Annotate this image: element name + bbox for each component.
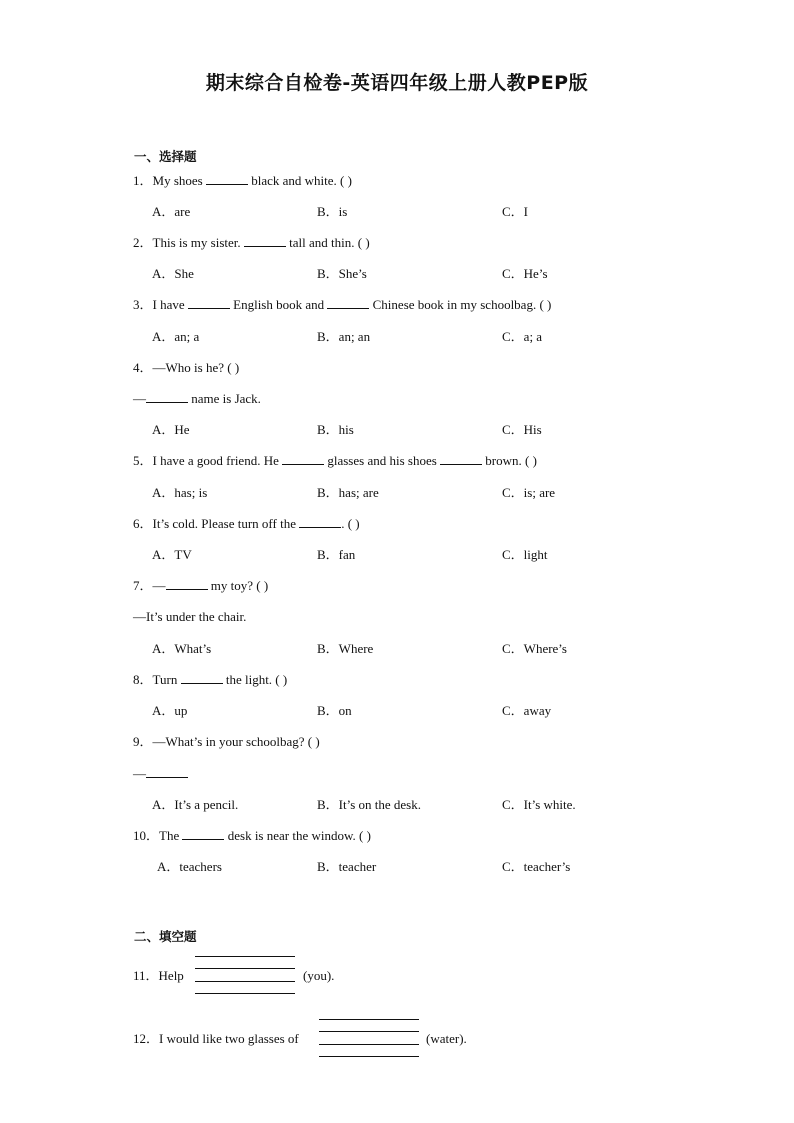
q5-option-b[interactable]: B．has; are — [317, 485, 379, 500]
q1-option-c[interactable]: C．I — [502, 204, 529, 219]
q10-option-c[interactable]: C．teacher’s — [502, 859, 571, 874]
q9-option-a[interactable]: A．It’s a pencil. — [152, 797, 239, 812]
q8-option-c[interactable]: C．away — [502, 703, 552, 718]
q11-hint: (you). — [303, 968, 335, 983]
question-7: 7．— my toy? ( ) — [133, 578, 269, 593]
q1-option-a[interactable]: A．are — [152, 204, 191, 219]
q12-answer-line-2[interactable] — [319, 1031, 419, 1032]
q2-option-a[interactable]: A．She — [152, 266, 194, 281]
q4-option-c[interactable]: C．His — [502, 422, 542, 437]
question-5: 5．I have a good friend. He glasses and his shoes brown. ( ) — [133, 453, 537, 468]
question-4: 4．—Who is he? ( ) — [133, 360, 240, 375]
section-heading-choice: 一、选择题 — [134, 149, 197, 164]
q12-answer-line-1[interactable] — [319, 1019, 419, 1020]
q7-option-a[interactable]: A．What’s — [152, 641, 212, 656]
question-7-reply: —It’s under the chair. — [133, 609, 247, 624]
q6-option-b[interactable]: B．fan — [317, 547, 356, 562]
question-9-reply: — — [133, 766, 188, 782]
question-3: 3．I have English book and Chinese book in my schoolbag. ( ) — [133, 297, 552, 312]
q12-answer-line-4[interactable] — [319, 1056, 419, 1057]
q7-option-c[interactable]: C．Where’s — [502, 641, 567, 656]
q2-option-c[interactable]: C．He’s — [502, 266, 548, 281]
question-12: 12．I would like two glasses of — [133, 1031, 299, 1046]
q11-answer-line-3[interactable] — [195, 981, 295, 982]
question-9: 9．—What’s in your schoolbag? ( ) — [133, 734, 320, 749]
q9-option-c[interactable]: C．It’s white. — [502, 797, 576, 812]
q3-option-a[interactable]: A．an; a — [152, 329, 200, 344]
question-8: 8．Turn the light. ( ) — [133, 672, 288, 687]
q3-option-b[interactable]: B．an; an — [317, 329, 371, 344]
q11-answer-line-1[interactable] — [195, 956, 295, 957]
q4-option-a[interactable]: A．He — [152, 422, 190, 437]
q1-option-b[interactable]: B．is — [317, 204, 348, 219]
question-11: 11．Help — [133, 968, 184, 983]
question-10: 10．The desk is near the window. ( ) — [133, 828, 371, 843]
q6-option-a[interactable]: A．TV — [152, 547, 192, 562]
q11-answer-line-2[interactable] — [195, 968, 295, 969]
q5-option-c[interactable]: C．is; are — [502, 485, 556, 500]
q5-option-a[interactable]: A．has; is — [152, 485, 208, 500]
section-heading-fill: 二、填空题 — [134, 929, 197, 944]
question-6: 6．It’s cold. Please turn off the . ( ) — [133, 516, 360, 531]
question-1: 1．My shoes black and white. ( ) — [133, 173, 352, 188]
q4-option-b[interactable]: B．his — [317, 422, 354, 437]
q8-option-a[interactable]: A．up — [152, 703, 188, 718]
q12-hint: (water). — [426, 1031, 467, 1046]
page-title: 期末综合自检卷-英语四年级上册人教PEP版 — [205, 72, 589, 94]
q8-option-b[interactable]: B．on — [317, 703, 352, 718]
q12-answer-line-3[interactable] — [319, 1044, 419, 1045]
q3-option-c[interactable]: C．a; a — [502, 329, 543, 344]
q11-answer-line-4[interactable] — [195, 993, 295, 994]
q9-option-b[interactable]: B．It’s on the desk. — [317, 797, 421, 812]
q10-option-b[interactable]: B．teacher — [317, 859, 377, 874]
q7-option-b[interactable]: B．Where — [317, 641, 374, 656]
q2-option-b[interactable]: B．She’s — [317, 266, 367, 281]
q10-option-a[interactable]: A．teachers — [157, 859, 222, 874]
q6-option-c[interactable]: C．light — [502, 547, 548, 562]
question-4-reply: — name is Jack. — [133, 391, 261, 406]
question-2: 2．This is my sister. tall and thin. ( ) — [133, 235, 370, 250]
